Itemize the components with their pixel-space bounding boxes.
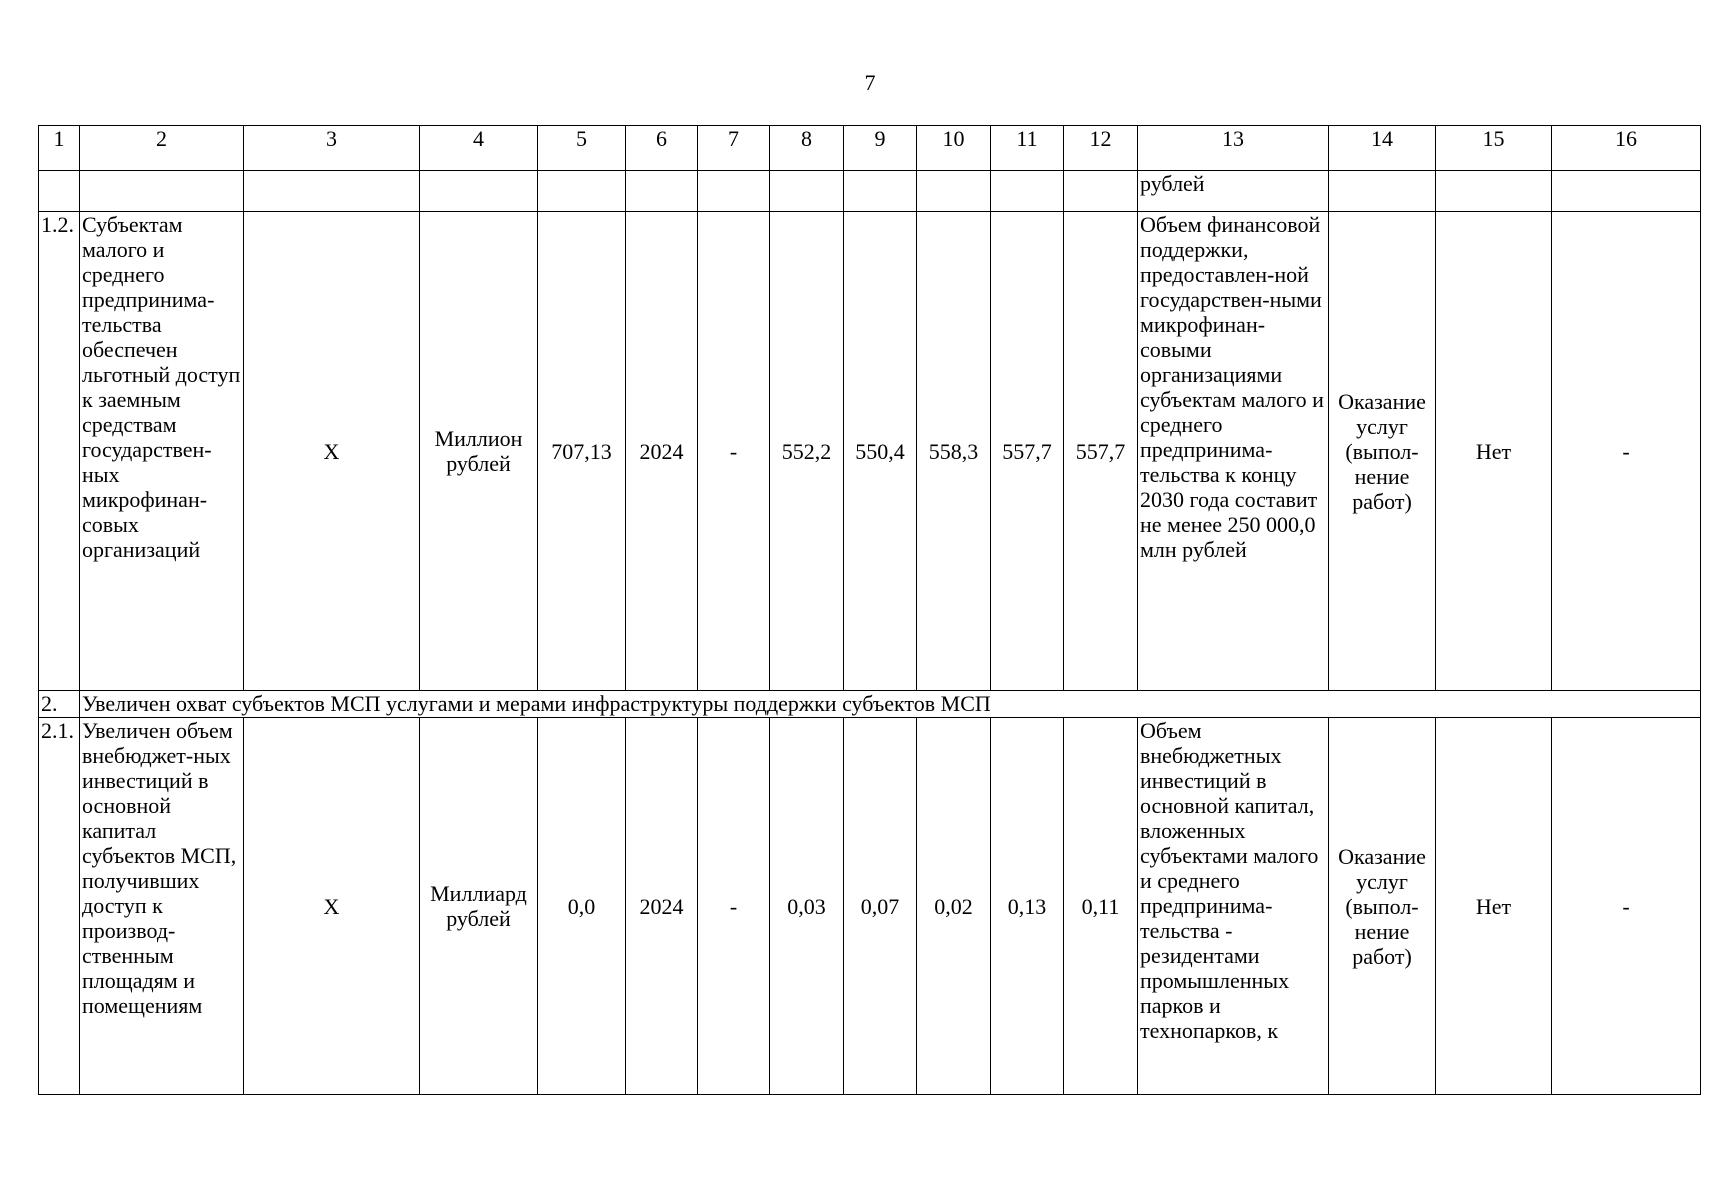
col7-value: -: [698, 718, 770, 1095]
section-title: Увеличен охват субъектов МСП услугами и мерами инфраструктуры поддержки субъектов МСП: [80, 691, 1701, 718]
page-number: 7: [864, 70, 876, 95]
year-value: 557,7: [991, 212, 1064, 691]
header-cell: 9: [844, 126, 917, 171]
header-cell: 4: [420, 126, 538, 171]
base-year: 2024: [626, 718, 698, 1095]
year-value: 0,07: [844, 718, 917, 1095]
col16-value: -: [1552, 212, 1701, 691]
base-value: 707,13: [538, 212, 626, 691]
row-number: 2.1.: [39, 718, 80, 1095]
table-cell: [538, 171, 626, 212]
header-row: [39, 126, 1701, 171]
table-row-2: [39, 691, 1701, 718]
header-cell: 2: [80, 126, 244, 171]
year-value: 552,2: [770, 212, 844, 691]
year-value: 0,02: [917, 718, 991, 1095]
year-value: 0,03: [770, 718, 844, 1095]
header-cell: 6: [626, 126, 698, 171]
result-type: Оказание услуг (выпол-нение работ): [1329, 718, 1436, 1095]
year-value: 0,11: [1064, 718, 1138, 1095]
table-cell: [244, 171, 420, 212]
header-cell: 16: [1552, 126, 1701, 171]
year-value: 0,13: [991, 718, 1064, 1095]
table-cell: [1329, 171, 1436, 212]
result-type: Оказание услуг (выпол-нение работ): [1329, 212, 1436, 691]
col16-value: -: [1552, 718, 1701, 1095]
base-year: 2024: [626, 212, 698, 691]
header-cell: 12: [1064, 126, 1138, 171]
header-cell: 3: [244, 126, 420, 171]
result-name: Увеличен объем внебюджет-ных инвестиций в основной капитал субъектов МСП, получивших доступ к производ-ственным площадям и помещениям: [80, 718, 244, 1095]
table-cell: [80, 171, 244, 212]
base-value: 0,0: [538, 718, 626, 1095]
header-cell: 5: [538, 126, 626, 171]
row-number: 2.: [39, 691, 80, 718]
header-cell: 14: [1329, 126, 1436, 171]
year-value: 550,4: [844, 212, 917, 691]
year-value: 557,7: [1064, 212, 1138, 691]
unit-of-measure: Миллион рублей: [420, 212, 538, 691]
table-cell: [1064, 171, 1138, 212]
header-cell: 11: [991, 126, 1064, 171]
col7-value: -: [698, 212, 770, 691]
header-cell: 13: [1138, 126, 1329, 171]
table-cell: [698, 171, 770, 212]
table-cell: [1552, 171, 1701, 212]
col15-value: Нет: [1436, 212, 1552, 691]
result-description: Объем внебюджетных инвестиций в основной капитал, вложенных субъектами малого и среднего предпринима-тельства - резидентами промышленных парков и технопарков, к: [1138, 718, 1329, 1095]
row-number: 1.2.: [39, 212, 80, 691]
table-cell: [770, 171, 844, 212]
col15-value: Нет: [1436, 718, 1552, 1095]
col3-value: X: [244, 212, 420, 691]
table-cell: [626, 171, 698, 212]
table-row-1-2: [39, 212, 1701, 691]
continuation-row: [39, 171, 1701, 212]
table-cell: [917, 171, 991, 212]
table-cell: [39, 171, 80, 212]
col3-value: X: [244, 718, 420, 1095]
table-cell: [991, 171, 1064, 212]
unit-of-measure: Миллиард рублей: [420, 718, 538, 1095]
header-cell: 1: [39, 126, 80, 171]
header-cell: 7: [698, 126, 770, 171]
header-cell: 8: [770, 126, 844, 171]
table-cell: [844, 171, 917, 212]
description-continuation: рублей: [1138, 171, 1329, 212]
table-cell: [1436, 171, 1552, 212]
indicators-table: [38, 125, 1701, 1095]
table-row-2-1: [39, 718, 1701, 1095]
result-name: Субъектам малого и среднего предпринима-тельства обеспечен льготный доступ к заемным средствам государствен-ных микрофинан-совых организаций: [80, 212, 244, 691]
result-description: Объем финансовой поддержки, предоставлен-ной государствен-ными микрофинан-совыми организациями субъектам малого и среднего предпринима-тельства к концу 2030 года составит не менее 250 000,0 млн рублей: [1138, 212, 1329, 691]
table-cell: [420, 171, 538, 212]
header-cell: 10: [917, 126, 991, 171]
header-cell: 15: [1436, 126, 1552, 171]
year-value: 558,3: [917, 212, 991, 691]
